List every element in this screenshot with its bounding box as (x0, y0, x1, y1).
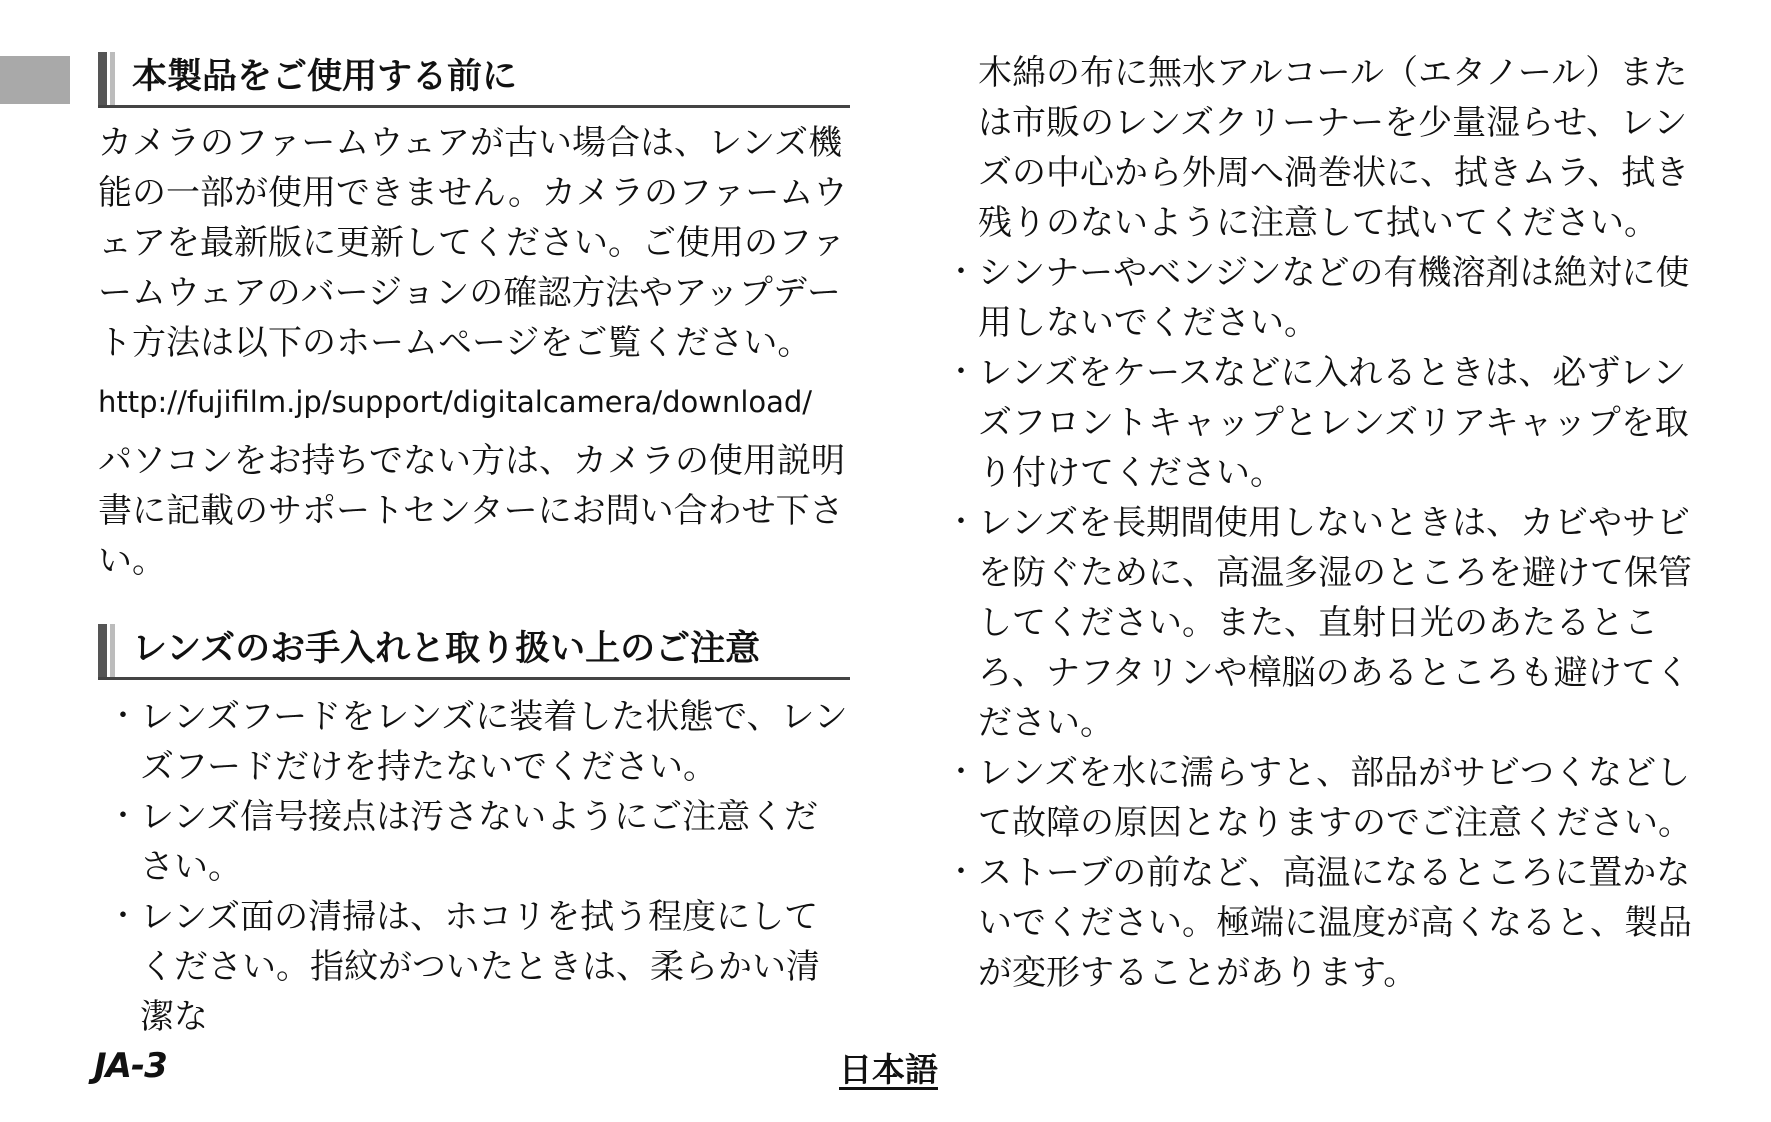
heading-bar-light (110, 52, 115, 105)
language-label: 日本語 (839, 1050, 938, 1089)
bullet-marker: ・ (108, 799, 138, 834)
list-item (936, 248, 1696, 348)
list-item (98, 692, 850, 792)
side-tab-marker (0, 56, 70, 104)
right-bullet-list (936, 248, 1696, 998)
bullet-marker: ・ (108, 899, 138, 934)
heading-bar (98, 624, 107, 677)
list-item-text: レンズを水に濡らすと、部品がサビつくなどして故障の原因となりますのでご注意ください。 (978, 753, 1692, 843)
list-item-text: レンズ信号接点は汚さないようにご注意ください。 (140, 797, 819, 887)
list-item-text: ストーブの前など、高温になるところに置かないでください。極端に温度が高くなると、製品が変形することがあります。 (978, 853, 1692, 993)
list-item (98, 792, 850, 892)
section-heading-lens-care (98, 624, 850, 680)
heading-text: 本製品をご使用する前に (132, 57, 518, 97)
heading-bar-light (110, 624, 115, 677)
bullet-marker: ・ (946, 355, 976, 390)
bullet-marker: ・ (946, 855, 976, 890)
list-item-text: レンズを長期間使用しないときは、カビやサビを防ぐために、高温多湿のところを避けて保管してください。また、直射日光のあたるところ、ナフタリンや樟脳のあるところも避けてください。 (978, 503, 1692, 743)
list-item-text: レンズ面の清掃は、ホコリを拭う程度にしてください。指紋がついたときは、柔らかい清潔な (140, 897, 820, 1037)
support-url: http://fujifilm.jp/support/digitalcamera/download/ (98, 385, 813, 419)
list-item (936, 748, 1696, 848)
list-item-text: レンズフードをレンズに装着した状態で、レンズフードだけを持たないでください。 (140, 697, 848, 787)
list-item-text: シンナーやベンジンなどの有機溶剤は絶対に使用しないでください。 (978, 253, 1690, 343)
page-number: JA-3 (94, 1046, 167, 1086)
list-item (936, 848, 1696, 998)
cleaning-continuation: 木綿の布に無水アルコール（エタノール）または市販のレンズクリーナーを少量湿らせ、レンズの中心から外周へ渦巻状に、拭きムラ、拭き残りのないように注意して拭いてください。 (978, 53, 1690, 243)
bullet-marker: ・ (946, 505, 976, 540)
list-item (936, 498, 1696, 748)
section-heading-before-use (98, 52, 850, 108)
bullet-marker: ・ (946, 755, 976, 790)
left-column (98, 52, 850, 1042)
support-center-paragraph: パソコンをお持ちでない方は、カメラの使用説明書に記載のサポートセンターにお問い合わせ下さい。 (98, 441, 845, 581)
bullet-marker: ・ (108, 699, 138, 734)
list-item-text: レンズをケースなどに入れるときは、必ずレンズフロントキャップとレンズリアキャップを取り付けてください。 (978, 353, 1689, 493)
left-bullet-list (98, 692, 850, 1042)
firmware-paragraph: カメラのファームウェアが古い場合は、レンズ機能の一部が使用できません。カメラのファームウェアを最新版に更新してください。ご使用のファームウェアのバージョンの確認方法やアップデート方法は以下のホームページをご覧ください。 (98, 123, 848, 363)
list-item (98, 892, 850, 1042)
right-column (936, 48, 1696, 998)
heading-bar (98, 52, 107, 105)
heading-text: レンズのお手入れと取り扱い上のご注意 (132, 629, 761, 669)
list-item (936, 348, 1696, 498)
bullet-marker: ・ (946, 255, 976, 290)
